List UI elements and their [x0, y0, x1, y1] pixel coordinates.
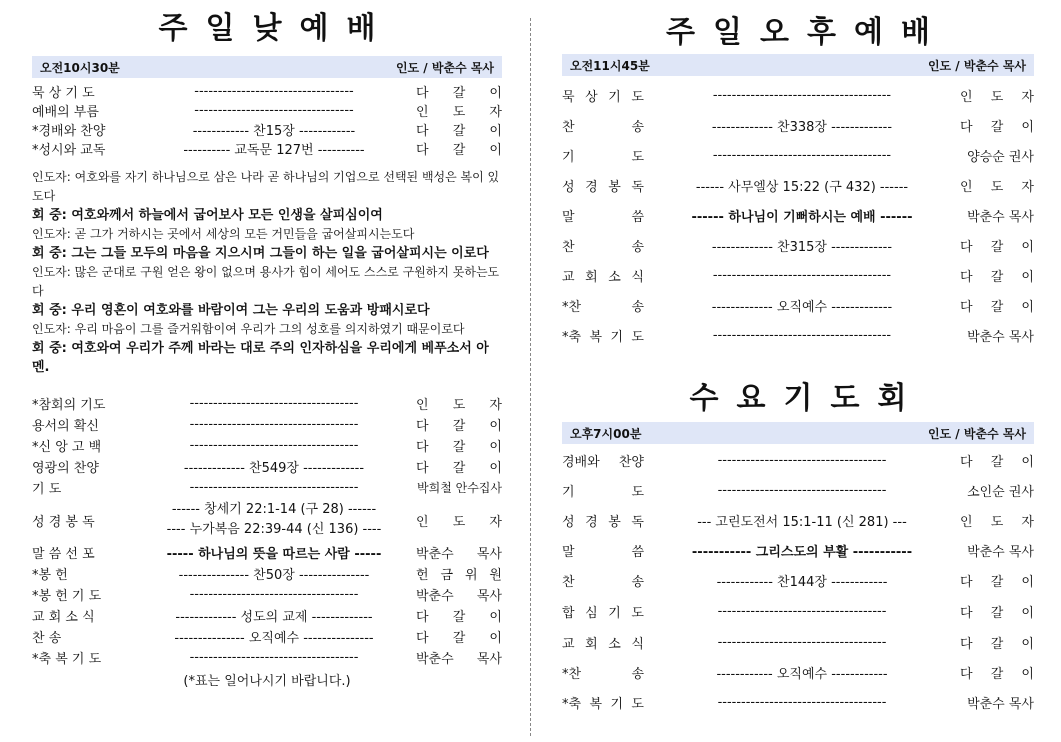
column-divider [530, 18, 531, 736]
order-row [32, 542, 502, 563]
order-row [562, 505, 1034, 535]
order-row [32, 563, 502, 584]
order-label: 찬 송 [562, 119, 644, 135]
order-label: 예배의 부름 [32, 105, 99, 120]
order-responder: 박춘수 목사 [416, 547, 502, 562]
order-row [32, 456, 502, 477]
order-detail: ------------ 오직예수 ------------ [716, 666, 888, 682]
order-detail: ---------- 교독문 127번 ---------- [183, 143, 365, 158]
order-detail: ------------- 찬549장 ------------- [183, 461, 365, 476]
order-label: 합 심 기 도 [562, 606, 644, 621]
order-responder: 다 갈 이 [960, 454, 1034, 470]
order-label: *축 복 기 도 [32, 652, 102, 667]
order-detail: ------------------------------------ [189, 480, 359, 495]
order-label: 찬 송 [32, 631, 62, 646]
reading-line-leader: 인도자: 많은 군대로 구원 얻은 왕이 없으며 용사가 힘이 세어도 스스로 구원하지 못하는도다 [32, 265, 500, 298]
order-label: 기 도 [562, 149, 644, 165]
sermon-title: ------ 하나님이 기뻐하시는 예배 ------ [691, 209, 913, 225]
order-responder: 박춘수 목사 [967, 209, 1034, 225]
order-responder: 인 도 자 [960, 179, 1034, 195]
wednesday-header-bar [562, 422, 1034, 444]
order-row [562, 140, 1034, 170]
order-label: 교 회 소 식 [562, 636, 644, 652]
scripture-reading-2: ---- 누가복음 22:39-44 (신 136) ---- [166, 522, 382, 537]
order-responder: 다 갈 이 [416, 461, 502, 476]
order-responder: 다 갈 이 [416, 419, 502, 434]
afternoon-header-time: 오전11시45분 [570, 58, 650, 73]
order-responder: 박춘수 목사 [967, 329, 1034, 345]
order-label: *찬 송 [562, 666, 644, 682]
order-responder: 헌 금 위 원 [416, 568, 502, 583]
order-responder: 다 갈 이 [960, 119, 1034, 135]
order-detail: ------------------------------------ [189, 587, 359, 602]
wednesday-title: 수요기도회 [689, 381, 925, 416]
order-responder: 다 갈 이 [416, 124, 502, 139]
order-detail: ---------------------------------- [194, 103, 354, 118]
reading-line-congregation: 회 중: 여호와여 우리가 주께 바라는 대로 주의 인자하심을 우리에게 베푸소서 아멘. [32, 341, 489, 375]
order-detail: ------------------------------------ [717, 604, 887, 619]
order-label: 묵 상 기 도 [562, 89, 644, 105]
order-label: 경배와 찬양 [562, 454, 644, 470]
order-row [32, 81, 502, 101]
order-row [32, 101, 502, 120]
order-responder: 다 갈 이 [960, 269, 1034, 285]
order-row [562, 596, 1034, 627]
reading-line-leader: 인도자: 우리 마음이 그를 즐거워함이여 우리가 그의 성호를 의지하였기 때문이로다 [32, 322, 465, 336]
order-row [562, 230, 1034, 260]
order-label: 성 경 봉 독 [32, 514, 95, 530]
order-row [562, 565, 1034, 596]
order-row [32, 647, 502, 668]
order-row [32, 605, 502, 626]
order-row [562, 80, 1034, 110]
order-detail: -------------------------------------- [712, 327, 892, 343]
order-responder: 박희철 안수집사 [417, 481, 502, 495]
scripture-row [32, 498, 502, 542]
order-label: *봉 헌 [32, 568, 68, 583]
order-detail: ------------- 찬338장 ------------- [711, 119, 893, 135]
order-responder: 박춘수 목사 [416, 589, 502, 604]
order-detail: ------------------------------------ [717, 452, 887, 468]
order-detail: ------ 사무엘상 15:22 (구 432) ------ [695, 179, 909, 195]
order-label: 성 경 봉 독 [562, 179, 644, 195]
order-row [562, 535, 1034, 565]
order-detail: ------------------------------------ [189, 650, 359, 665]
order-responder: 소인순 권사 [967, 484, 1034, 500]
order-label: 용서의 확신 [32, 419, 99, 434]
order-detail: -------------------------------------- [712, 147, 892, 163]
order-row [562, 657, 1034, 687]
order-detail: ------------------------------------ [189, 438, 359, 453]
order-detail: --------------- 찬50장 --------------- [178, 568, 370, 583]
order-row [32, 393, 502, 414]
order-row [562, 260, 1034, 290]
order-responder: 인 도 자 [416, 105, 502, 120]
order-row [32, 120, 502, 139]
order-label: 말 씀 [562, 209, 644, 225]
standing-note: (*표는 일어나시기 바랍니다.) [183, 674, 351, 689]
order-responder: 다 갈 이 [960, 666, 1034, 682]
order-responder: 인 도 자 [960, 514, 1034, 530]
wednesday-header-time: 오후7시00분 [570, 426, 642, 441]
order-label: 교 회 소 식 [562, 269, 644, 285]
order-row [562, 320, 1034, 350]
order-responder: 박춘수 목사 [967, 696, 1034, 712]
sermon-title: ----------- 그리스도의 부활 ----------- [691, 544, 913, 560]
order-row [562, 475, 1034, 505]
reading-line-leader: 인도자: 여호와를 자기 하나님으로 삼은 나라 곧 하나님의 기업으로 선택된 백성은 복이 있도다 [32, 170, 500, 203]
order-detail: ------------------------------------ [717, 634, 887, 650]
order-label: *축 복 기 도 [562, 696, 644, 712]
order-row [562, 627, 1034, 657]
order-detail: ------------ 찬144장 ------------ [716, 575, 888, 590]
order-label: *봉 헌 기 도 [32, 589, 102, 604]
order-row [562, 445, 1034, 475]
order-detail: ------------ 찬15장 ------------ [192, 124, 356, 139]
order-responder: 인 도 자 [960, 89, 1034, 105]
order-detail: -------------------------------------- [712, 267, 892, 283]
wednesday-prayer-meeting [562, 381, 1034, 717]
order-label: 기 도 [32, 482, 62, 497]
order-label: *축 복 기 도 [562, 329, 644, 345]
order-detail: --------------- 오직예수 --------------- [174, 631, 374, 646]
order-row [562, 110, 1034, 140]
order-row [32, 584, 502, 605]
sunday-morning-service [32, 11, 502, 689]
order-row [32, 477, 502, 498]
order-label: 찬 송 [562, 239, 644, 255]
order-label: 영광의 찬양 [32, 461, 99, 476]
order-detail: ------------------------------------ [189, 417, 359, 432]
order-responder: 다 갈 이 [960, 606, 1034, 621]
order-detail: -------------------------------------- [712, 87, 892, 103]
afternoon-title: 주일오후예배 [666, 15, 948, 50]
order-detail: ------------- 찬315장 ------------- [711, 239, 893, 255]
order-label: 찬 송 [562, 575, 644, 590]
sunday-afternoon-service [562, 15, 1034, 350]
order-label: *성시와 교독 [32, 143, 106, 158]
order-responder: 다 갈 이 [960, 299, 1034, 315]
order-responder: 인 도 자 [416, 514, 502, 530]
order-responder: 인 도 자 [416, 398, 502, 413]
order-responder: 다 갈 이 [416, 85, 502, 101]
left-title: 주일낮예배 [158, 11, 394, 46]
order-row [562, 687, 1034, 717]
sermon-title: ----- 하나님의 뜻을 따르는 사람 ----- [166, 547, 382, 562]
order-responder: 다 갈 이 [960, 575, 1034, 590]
order-responder: 다 갈 이 [416, 440, 502, 455]
order-row [32, 435, 502, 456]
order-label: *참회의 기도 [32, 398, 106, 413]
wednesday-header-leader: 인도 / 박춘수 목사 [927, 426, 1026, 441]
left-header-leader: 인도 / 박춘수 목사 [395, 60, 494, 75]
scripture-detail [132, 500, 416, 540]
left-bottom-rows [32, 393, 502, 689]
reading-line-congregation: 회 중: 여호와께서 하늘에서 굽어보사 모든 인생을 살피심이여 [32, 208, 383, 223]
order-responder: 다 갈 이 [416, 143, 502, 158]
order-row [562, 290, 1034, 320]
left-header-bar [32, 56, 502, 78]
order-responder: 양승순 권사 [967, 149, 1034, 165]
order-label: *찬 송 [562, 299, 644, 315]
scripture-reading-1: ------ 창세기 22:1-14 (구 28) ------ [171, 502, 377, 517]
order-row [32, 626, 502, 647]
order-detail: ------------------------------------ [717, 694, 887, 710]
order-responder: 다 갈 이 [416, 631, 502, 646]
order-row [562, 200, 1034, 230]
order-detail: ---------------------------------- [194, 83, 354, 99]
order-label: *신 앙 고 백 [32, 440, 102, 455]
order-row [562, 170, 1034, 200]
order-label: 말 씀 [562, 544, 644, 560]
order-row [32, 139, 502, 158]
order-label: 기 도 [562, 484, 644, 500]
order-label: 성 경 봉 독 [562, 514, 644, 530]
wednesday-rows [562, 444, 1034, 717]
left-header-time: 오전10시30분 [40, 60, 120, 75]
order-detail: ------------------------------------ [717, 482, 887, 498]
reading-line-congregation: 회 중: 그는 그들 모두의 마음을 지으시며 그들이 하는 일을 굽어살피시는 이로다 [32, 246, 489, 261]
order-label: 묵 상 기 도 [32, 85, 95, 101]
responsive-reading [32, 168, 502, 377]
order-detail: ------------- 오직예수 ------------- [711, 299, 893, 315]
order-responder: 박춘수 목사 [416, 652, 502, 667]
order-responder: 박춘수 목사 [967, 544, 1034, 560]
afternoon-header-bar [562, 54, 1034, 76]
order-detail: ------------- 성도의 교제 ------------- [175, 610, 373, 625]
afternoon-rows [562, 76, 1034, 350]
order-detail: --- 고린도전서 15:1-11 (신 281) --- [697, 514, 907, 530]
order-row [32, 414, 502, 435]
order-label: *경배와 찬양 [32, 124, 106, 139]
order-responder: 다 갈 이 [416, 610, 502, 625]
afternoon-header-leader: 인도 / 박춘수 목사 [927, 58, 1026, 73]
left-top-rows [32, 78, 502, 158]
order-detail: ------------------------------------ [189, 396, 359, 411]
order-label: 말 씀 선 포 [32, 547, 95, 562]
order-responder: 다 갈 이 [960, 636, 1034, 652]
order-label: 교 회 소 식 [32, 610, 95, 625]
order-responder: 다 갈 이 [960, 239, 1034, 255]
reading-line-leader: 인도자: 곧 그가 거하시는 곳에서 세상의 모든 거민들을 굽어살피시는도다 [32, 227, 415, 241]
reading-line-congregation: 회 중: 우리 영혼이 여호와를 바람이여 그는 우리의 도움과 방패시로다 [32, 303, 430, 318]
